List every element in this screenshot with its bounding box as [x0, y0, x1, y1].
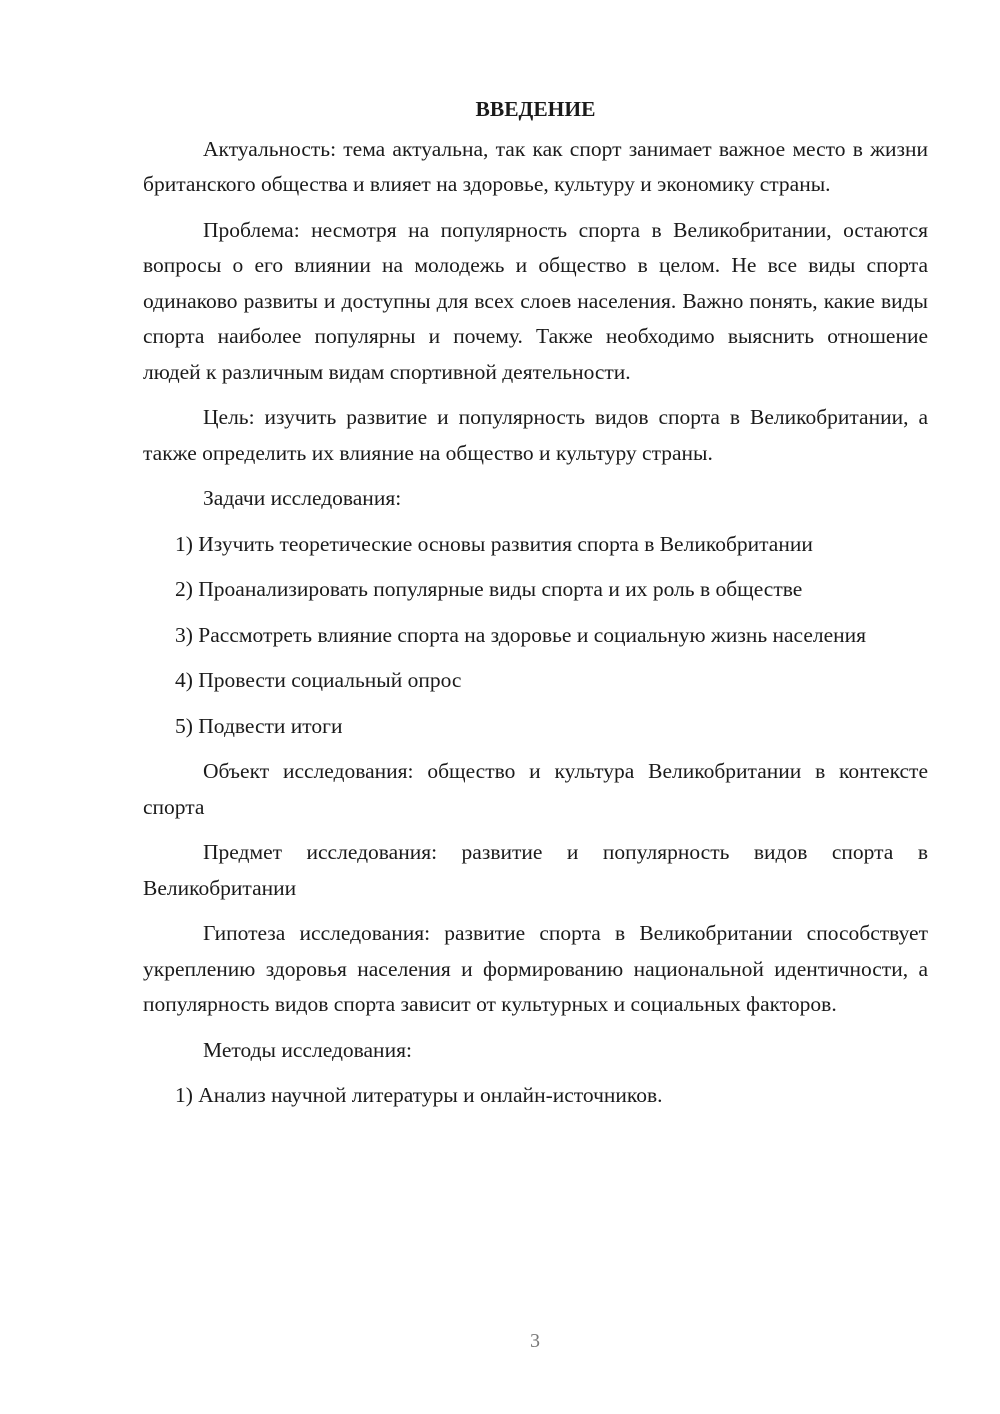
page-number: 3 [530, 1330, 540, 1352]
relevance-paragraph: Актуальность: тема актуальна, так как спорт занимает важное место в жизни британского общества и влияет на здоровье, культуру и экономику страны. [143, 136, 928, 196]
hypothesis-paragraph: Гипотеза исследования: развитие спорта в Великобритании способствует укреплению здоровья населения и формированию национальной идентичности, а популярность видов спорта зависит от культурных и социальных факторов. [143, 921, 928, 1016]
goal-paragraph: Цель: изучить развитие и популярность видов спорта в Великобритании, а также определить их влияние на общество и культуру страны. [143, 405, 928, 465]
document-page [143, 92, 928, 1124]
method-item-1: 1) Анализ научной литературы и онлайн-источников. [175, 1083, 663, 1107]
task-item-4: 4) Провести социальный опрос [175, 668, 462, 692]
task-item-5: 5) Подвести итоги [175, 713, 343, 738]
task-item-1: 1) Изучить теоретические основы развития спорта в Великобритании [175, 531, 813, 556]
problem-paragraph: Проблема: несмотря на популярность спорта в Великобритании, остаются вопросы о его влиянии на молодежь и общество в целом. Не все виды спорта одинаково развиты и доступны для всех слоев населения. Важно понять, какие виды спорта наиболее популярны и почему. Также необходимо выяснить отношение людей к различным видам спортивной деятельности. [143, 217, 928, 384]
task-item-3: 3) Рассмотреть влияние спорта на здоровье и социальную жизнь населения [175, 622, 867, 647]
section-title: ВВЕДЕНИЕ [475, 97, 596, 121]
task-item-2: 2) Проанализировать популярные виды спорта и их роль в обществе [175, 577, 803, 601]
subject-paragraph: Предмет исследования: развитие и популярность видов спорта в Великобритании [143, 840, 928, 900]
tasks-heading: Задачи исследования: [203, 486, 402, 510]
methods-heading: Методы исследования: [203, 1037, 412, 1062]
object-paragraph: Объект исследования: общество и культура Великобритании в контексте спорта [143, 759, 928, 819]
